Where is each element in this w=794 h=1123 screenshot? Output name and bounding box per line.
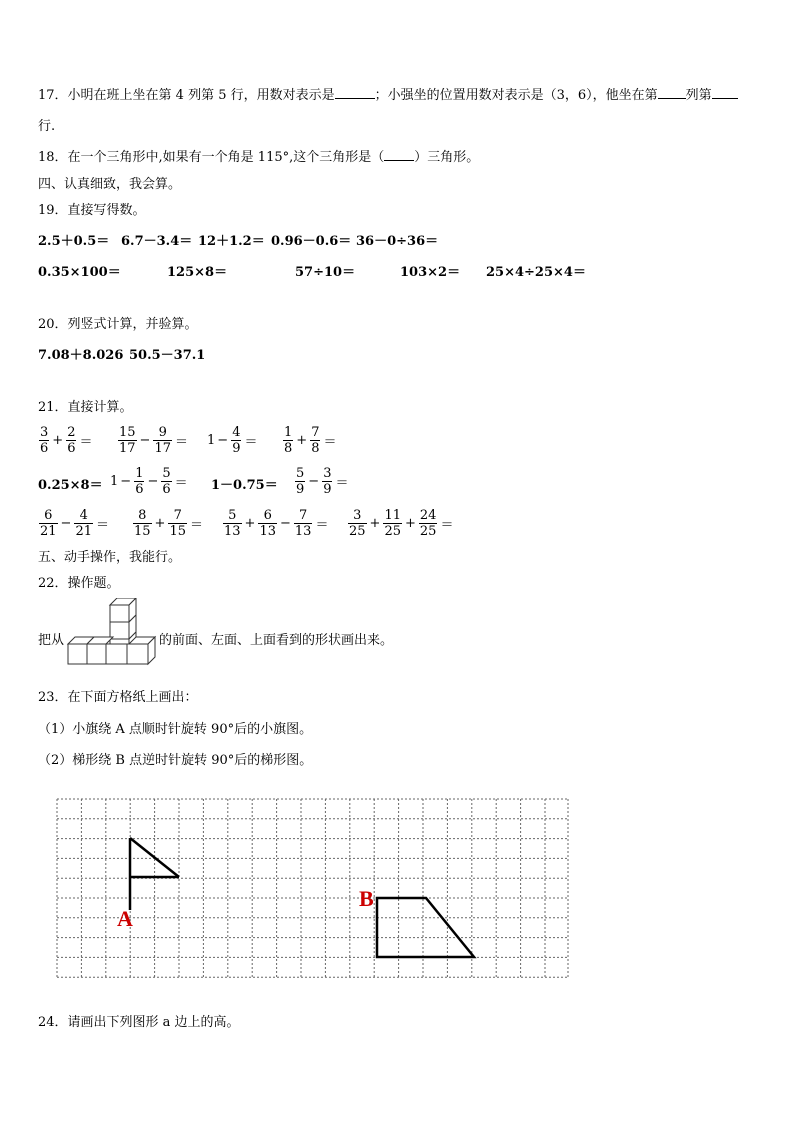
fraction: $\frac{4}{9}$: [232, 424, 241, 456]
section-4-heading: 四、认真细致，我会算。: [38, 177, 182, 192]
q21-row-1c: 1 − $\frac{4}{9}$ ＝: [207, 424, 258, 456]
q18-text-1: 18．在一个三角形中,如果有一个角是 115°,这个三角形是（: [38, 150, 385, 165]
q19-r1-2: 6.7－3.4＝: [121, 234, 193, 249]
q19-r1-5: 36－0÷36＝: [356, 234, 439, 249]
cube-figure: [66, 598, 158, 668]
fraction: $\frac{5}{6}$: [162, 465, 171, 497]
q18-blank[interactable]: [384, 149, 414, 161]
fraction: $\frac{7}{15}$: [169, 507, 186, 539]
q22-title: 22．操作题。: [38, 576, 120, 591]
fraction: $\frac{9}{17}$: [154, 424, 171, 456]
fraction: $\frac{3}{9}$: [323, 465, 332, 497]
q18-text-2: ）三角形。: [414, 150, 480, 165]
grid-paper: [56, 798, 570, 980]
q21-row-3d: $\frac{3}{25}$ + $\frac{11}{25}$ + $\frac{24}{25}$ ＝: [349, 507, 454, 539]
q21-row-3c: $\frac{5}{13}$ + $\frac{6}{13}$ − $\frac{7}{13}$ ＝: [224, 507, 329, 539]
q21-row-2b: 1 − $\frac{1}{6}$ − $\frac{5}{6}$ ＝: [110, 465, 188, 497]
q21-row-3b: $\frac{8}{15}$ + $\frac{7}{15}$ ＝: [134, 507, 204, 539]
q19-r1-3: 12＋1.2＝: [198, 234, 265, 249]
q17-blank-1[interactable]: [335, 87, 375, 99]
fraction: $\frac{6}{21}$: [40, 507, 57, 539]
fraction: $\frac{6}{13}$: [259, 507, 276, 539]
q19-r2-3: 57÷10＝: [295, 265, 356, 280]
q21-row-1d: $\frac{1}{8}$ + $\frac{7}{8}$ ＝: [284, 424, 337, 456]
q19-title: 19．直接写得数。: [38, 203, 146, 218]
q17-text-1: 17．小明在班上坐在第 4 列第 5 行，用数对表示是: [38, 88, 335, 103]
trapezoid-shape: [377, 898, 474, 957]
q17-text-2: ；小强坐的位置用数对表示是（3，6），他坐在第: [374, 88, 658, 103]
q21-r2-c: 1－0.75＝: [211, 478, 278, 493]
q19-r1-1: 2.5＋0.5＝: [38, 234, 110, 249]
q19-r2-4: 103×2＝: [400, 265, 461, 280]
question-17: [38, 84, 738, 103]
label-b: B: [359, 886, 374, 911]
q23-item-2: （2）梯形绕 B 点逆时针旋转 90°后的梯形图。: [38, 753, 313, 768]
fraction: $\frac{3}{25}$: [349, 507, 366, 539]
section-5-heading: 五、动手操作，我能行。: [38, 550, 182, 565]
q17-text-3: 列第: [685, 88, 712, 103]
fraction: $\frac{7}{13}$: [294, 507, 312, 539]
q23-title: 23．在下面方格纸上画出：: [38, 690, 198, 705]
fraction: $\frac{1}{8}$: [284, 424, 293, 456]
q22-text-left: 把从: [38, 633, 65, 648]
q21-r2-a: 0.25×8＝: [38, 478, 103, 493]
fraction: $\frac{24}{25}$: [419, 507, 437, 539]
q21-title: 21．直接计算。: [38, 400, 133, 415]
q19-r2-2: 125×8＝: [167, 265, 228, 280]
fraction: $\frac{8}{15}$: [134, 507, 151, 539]
q20-item-1: 7.08＋8.026: [38, 348, 124, 363]
label-a: A: [117, 906, 133, 931]
q19-r1-4: 0.96－0.6＝: [271, 234, 352, 249]
q17-blank-2[interactable]: [658, 87, 686, 99]
q19-r2-5: 25×4÷25×4＝: [486, 265, 586, 280]
fraction: $\frac{11}{25}$: [384, 507, 401, 539]
q17-blank-3[interactable]: [712, 87, 738, 99]
q20-title: 20．列竖式计算，并验算。: [38, 317, 198, 332]
fraction: $\frac{5}{9}$: [296, 465, 305, 497]
fraction: $\frac{15}{17}$: [119, 424, 136, 456]
fraction: $\frac{3}{6}$: [40, 424, 49, 456]
q20-item-2: 50.5－37.1: [129, 348, 206, 363]
fraction: $\frac{5}{13}$: [224, 507, 241, 539]
q19-r2-1: 0.35×100＝: [38, 265, 121, 280]
q21-row-3a: $\frac{6}{21}$ − $\frac{4}{21}$ ＝: [40, 507, 110, 539]
question-18: [38, 146, 479, 165]
q21-row-2d: $\frac{5}{9}$ − $\frac{3}{9}$ ＝: [296, 465, 349, 497]
q22-text-right: 的前面、左面、上面看到的形状画出来。: [159, 633, 394, 648]
q17-text-4: 行.: [38, 119, 56, 134]
q21-row-1b: $\frac{15}{17}$ − $\frac{9}{17}$ ＝: [119, 424, 189, 456]
fraction: $\frac{1}{6}$: [135, 465, 144, 497]
q24-title: 24．请画出下列图形 a 边上的高。: [38, 1015, 240, 1030]
fraction: $\frac{4}{21}$: [75, 507, 92, 539]
q21-row-1: $\frac{3}{6}$ + $\frac{2}{6}$ ＝: [40, 424, 93, 456]
fraction: $\frac{2}{6}$: [67, 424, 76, 456]
fraction: $\frac{7}{8}$: [311, 424, 320, 456]
q23-item-1: （1）小旗绕 A 点顺时针旋转 90°后的小旗图。: [38, 722, 313, 737]
